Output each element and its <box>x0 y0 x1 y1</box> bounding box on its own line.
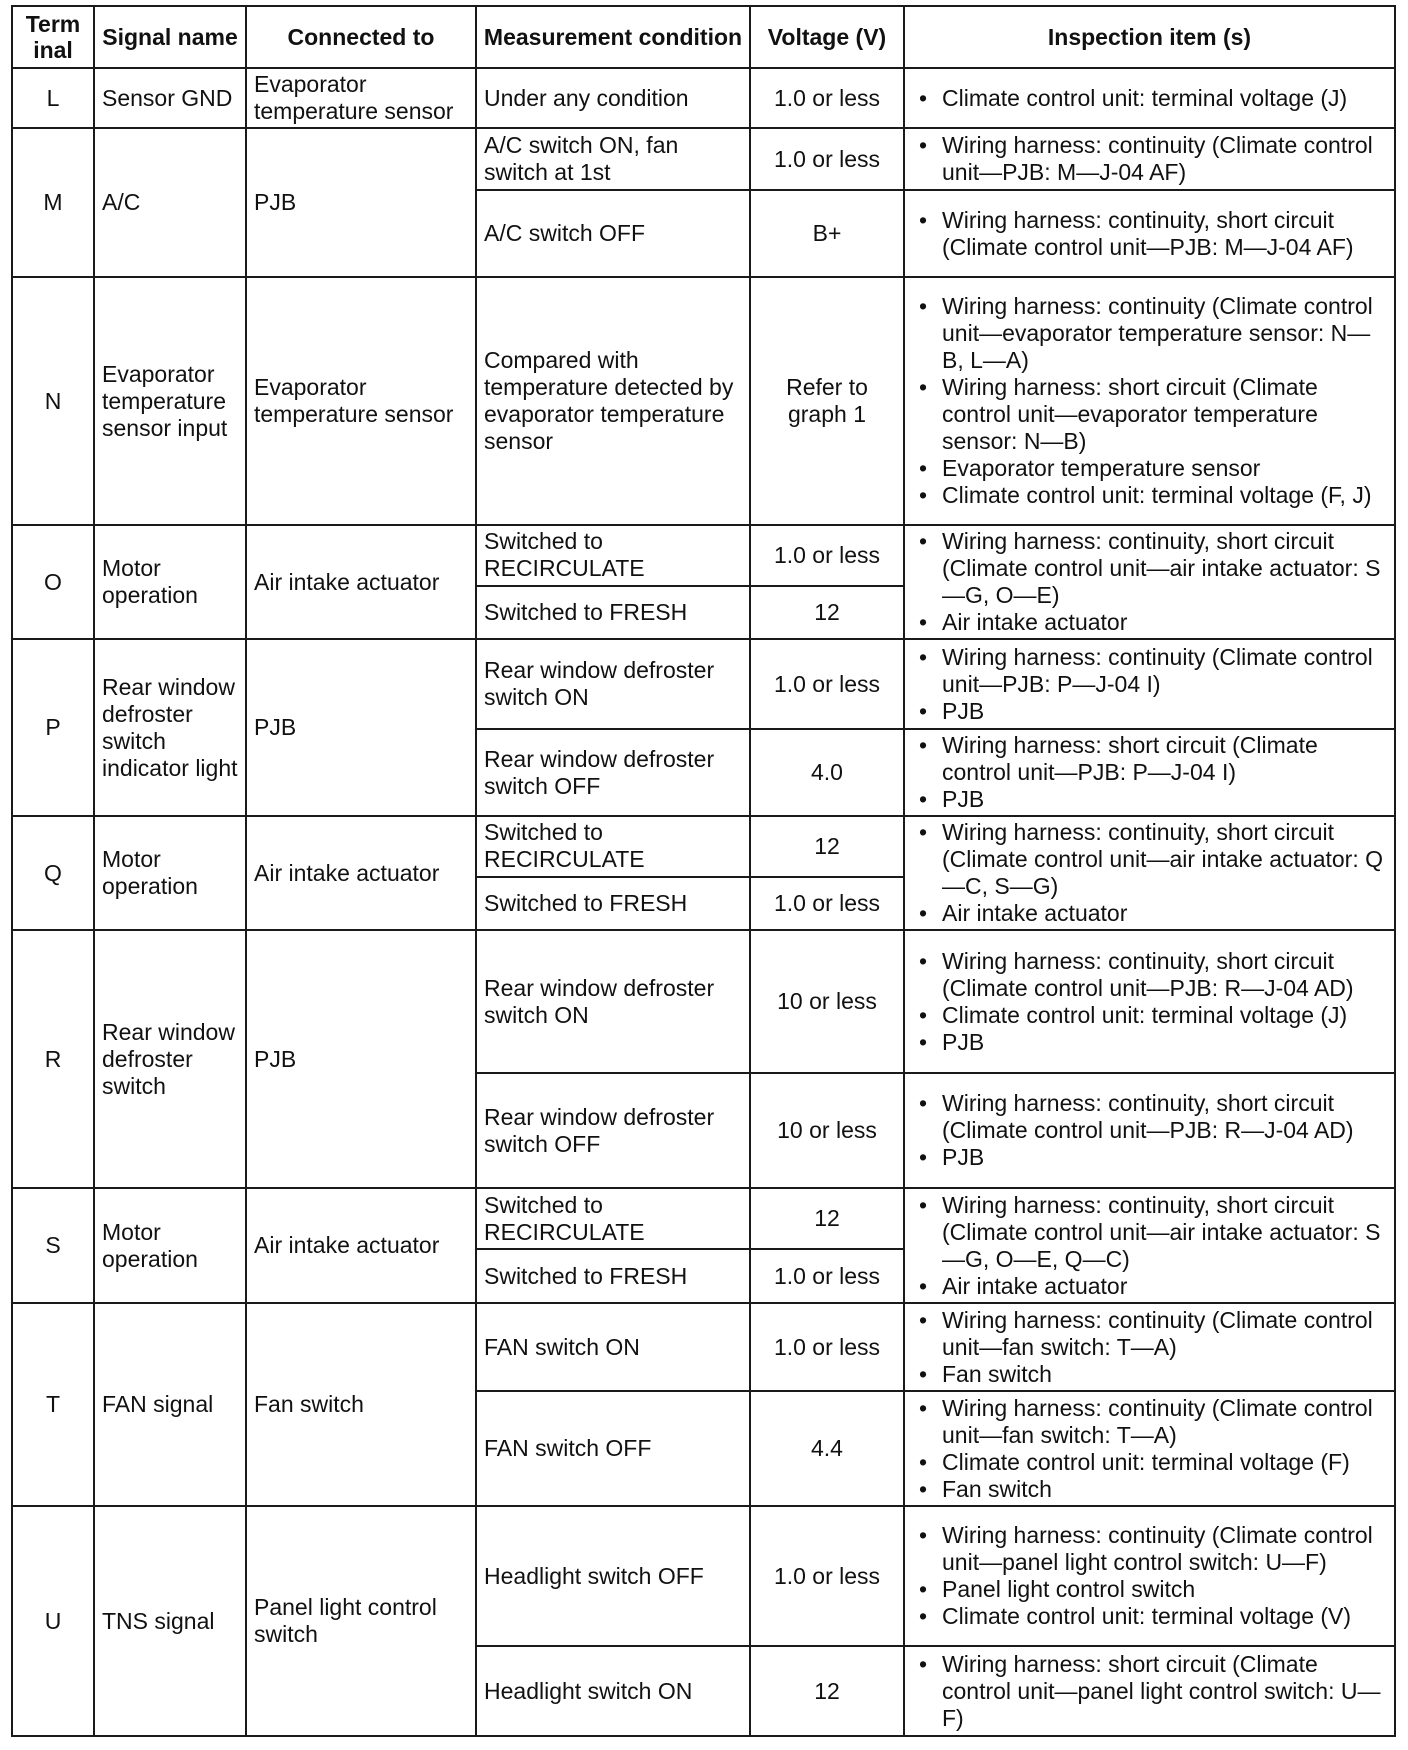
signal-name-cell: TNS signal <box>94 1506 246 1736</box>
inspection-cell <box>904 1506 1395 1646</box>
table-row <box>12 525 1395 586</box>
terminal-cell: U <box>12 1506 94 1736</box>
inspection-item: • Climate control unit: terminal voltage (F) <box>912 1449 1387 1476</box>
inspection-item: • Air intake actuator <box>912 1273 1387 1300</box>
signal-name-cell: Sensor GND <box>94 68 246 128</box>
inspection-item: • Wiring harness: continuity, short circuit (Climate control unit—PJB: R—J-04 AD) <box>912 1090 1387 1144</box>
connected-to-cell: Evaporator temperature sensor <box>246 68 476 128</box>
signal-name-cell: A/C <box>94 128 246 277</box>
voltage-cell: 1.0 or less <box>750 1506 904 1646</box>
inspection-item: • PJB <box>912 786 1387 813</box>
inspection-list <box>912 132 1387 186</box>
signal-name-cell: FAN signal <box>94 1303 246 1506</box>
inspection-cell <box>904 525 1395 639</box>
condition-cell: A/C switch OFF <box>476 190 750 277</box>
terminal-cell: N <box>12 277 94 525</box>
inspection-cell <box>904 729 1395 816</box>
inspection-list <box>912 207 1387 261</box>
inspection-item: • PJB <box>912 1144 1387 1171</box>
voltage-cell: 4.0 <box>750 729 904 816</box>
header-connected-to: Connected to <box>246 6 476 68</box>
inspection-cell <box>904 190 1395 277</box>
header-voltage: Voltage (V) <box>750 6 904 68</box>
inspection-list <box>912 732 1387 813</box>
header-row <box>12 6 1395 68</box>
inspection-list <box>912 644 1387 725</box>
condition-cell: Switched to FRESH <box>476 877 750 930</box>
voltage-cell: 1.0 or less <box>750 68 904 128</box>
inspection-cell <box>904 639 1395 729</box>
inspection-item: • Air intake actuator <box>912 900 1387 927</box>
condition-cell: Switched to RECIRCULATE <box>476 525 750 586</box>
inspection-item: • Climate control unit: terminal voltage (F, J) <box>912 482 1387 509</box>
signal-name-cell: Motor operation <box>94 525 246 639</box>
condition-cell: Switched to FRESH <box>476 586 750 639</box>
voltage-cell: 12 <box>750 586 904 639</box>
condition-cell: Under any condition <box>476 68 750 128</box>
inspection-item: • Wiring harness: short circuit (Climate control unit—evaporator temperature sensor: N—B) <box>912 374 1387 455</box>
inspection-item: • Fan switch <box>912 1361 1387 1388</box>
inspection-list <box>912 1090 1387 1171</box>
inspection-list <box>912 1192 1387 1300</box>
voltage-cell: 1.0 or less <box>750 639 904 729</box>
connected-to-cell: Evaporator temperature sensor <box>246 277 476 525</box>
signal-name-cell: Rear window defroster switch indicator light <box>94 639 246 816</box>
table-row <box>12 639 1395 729</box>
connected-to-cell: Fan switch <box>246 1303 476 1506</box>
signal-name-cell: Motor operation <box>94 816 246 930</box>
inspection-list <box>912 1522 1387 1630</box>
terminal-cell: P <box>12 639 94 816</box>
inspection-item: • Wiring harness: continuity (Climate control unit—fan switch: T—A) <box>912 1395 1387 1449</box>
voltage-cell: 12 <box>750 1188 904 1249</box>
inspection-cell <box>904 1303 1395 1391</box>
connected-to-cell: PJB <box>246 128 476 277</box>
inspection-item: • Climate control unit: terminal voltage (V) <box>912 1603 1387 1630</box>
voltage-cell: 12 <box>750 816 904 877</box>
condition-cell: Rear window defroster switch ON <box>476 639 750 729</box>
inspection-item: • Evaporator temperature sensor <box>912 455 1387 482</box>
inspection-cell <box>904 1391 1395 1506</box>
inspection-item: • Wiring harness: continuity, short circuit (Climate control unit—air intake actuator: S—G, O—E, Q—C) <box>912 1192 1387 1273</box>
inspection-item: • Wiring harness: short circuit (Climate control unit—panel light control switch: U—F) <box>912 1651 1387 1732</box>
connected-to-cell: PJB <box>246 639 476 816</box>
condition-cell: Compared with temperature detected by evaporator temperature sensor <box>476 277 750 525</box>
condition-cell: FAN switch ON <box>476 1303 750 1391</box>
inspection-cell <box>904 1646 1395 1736</box>
inspection-item: • Wiring harness: continuity (Climate control unit—fan switch: T—A) <box>912 1307 1387 1361</box>
inspection-list <box>912 528 1387 636</box>
inspection-list <box>912 1307 1387 1388</box>
condition-cell: A/C switch ON, fan switch at 1st <box>476 128 750 190</box>
inspection-item: • Panel light control switch <box>912 1576 1387 1603</box>
inspection-list <box>912 1395 1387 1503</box>
table-row <box>12 277 1395 525</box>
signal-name-cell: Rear window defroster switch <box>94 930 246 1188</box>
header-measurement-condition: Measurement condition <box>476 6 750 68</box>
inspection-list <box>912 819 1387 927</box>
header-inspection-items: Inspection item (s) <box>904 6 1395 68</box>
voltage-cell: 12 <box>750 1646 904 1736</box>
terminal-cell: L <box>12 68 94 128</box>
table-row <box>12 128 1395 190</box>
connected-to-cell: PJB <box>246 930 476 1188</box>
table-row <box>12 816 1395 877</box>
inspection-item: • Wiring harness: continuity (Climate control unit—panel light control switch: U—F) <box>912 1522 1387 1576</box>
inspection-item: • Climate control unit: terminal voltage (J) <box>912 85 1387 112</box>
inspection-cell <box>904 128 1395 190</box>
inspection-item: • PJB <box>912 698 1387 725</box>
condition-cell: Rear window defroster switch OFF <box>476 729 750 816</box>
inspection-cell <box>904 277 1395 525</box>
condition-cell: Switched to RECIRCULATE <box>476 1188 750 1249</box>
voltage-cell: 1.0 or less <box>750 525 904 586</box>
terminal-cell: O <box>12 525 94 639</box>
connected-to-cell: Air intake actuator <box>246 816 476 930</box>
inspection-item: • Wiring harness: continuity, short circuit (Climate control unit—air intake actuator: Q—C, S—G) <box>912 819 1387 900</box>
condition-cell: Rear window defroster switch ON <box>476 930 750 1073</box>
inspection-cell <box>904 816 1395 930</box>
inspection-item: • Wiring harness: short circuit (Climate control unit—PJB: P—J-04 I) <box>912 732 1387 786</box>
table-row <box>12 930 1395 1073</box>
inspection-item: • Wiring harness: continuity, short circuit (Climate control unit—PJB: M—J-04 AF) <box>912 207 1387 261</box>
voltage-cell: Refer to graph 1 <box>750 277 904 525</box>
inspection-list <box>912 85 1387 112</box>
signal-name-cell: Evaporator temperature sensor input <box>94 277 246 525</box>
voltage-cell: B+ <box>750 190 904 277</box>
inspection-item: • Climate control unit: terminal voltage (J) <box>912 1002 1387 1029</box>
table-row <box>12 68 1395 128</box>
condition-cell: Headlight switch ON <box>476 1646 750 1736</box>
inspection-cell <box>904 68 1395 128</box>
table-row <box>12 1303 1395 1391</box>
voltage-cell: 10 or less <box>750 930 904 1073</box>
condition-cell: Switched to FRESH <box>476 1249 750 1303</box>
inspection-list <box>912 1651 1387 1732</box>
inspection-cell <box>904 930 1395 1073</box>
signal-name-cell: Motor operation <box>94 1188 246 1303</box>
voltage-cell: 10 or less <box>750 1073 904 1188</box>
inspection-item: • Wiring harness: continuity (Climate control unit—PJB: M—J-04 AF) <box>912 132 1387 186</box>
inspection-item: • Wiring harness: continuity (Climate control unit—PJB: P—J-04 I) <box>912 644 1387 698</box>
connected-to-cell: Air intake actuator <box>246 525 476 639</box>
voltage-cell: 1.0 or less <box>750 1303 904 1391</box>
condition-cell: FAN switch OFF <box>476 1391 750 1506</box>
inspection-cell <box>904 1073 1395 1188</box>
header-signal-name: Signal name <box>94 6 246 68</box>
table-row <box>12 1188 1395 1249</box>
condition-cell: Rear window defroster switch OFF <box>476 1073 750 1188</box>
inspection-item: • Air intake actuator <box>912 609 1387 636</box>
condition-cell: Headlight switch OFF <box>476 1506 750 1646</box>
inspection-item: • Wiring harness: continuity (Climate control unit—evaporator temperature sensor: N—B, L—A) <box>912 293 1387 374</box>
terminal-cell: S <box>12 1188 94 1303</box>
terminal-inspection-table <box>11 5 1396 1737</box>
inspection-cell <box>904 1188 1395 1303</box>
inspection-list <box>912 948 1387 1056</box>
inspection-item: • Wiring harness: continuity, short circuit (Climate control unit—PJB: R—J-04 AD) <box>912 948 1387 1002</box>
terminal-cell: M <box>12 128 94 277</box>
inspection-item: • PJB <box>912 1029 1387 1056</box>
table-row <box>12 1506 1395 1646</box>
voltage-cell: 1.0 or less <box>750 877 904 930</box>
voltage-cell: 1.0 or less <box>750 1249 904 1303</box>
inspection-item: • Fan switch <box>912 1476 1387 1503</box>
header-terminal: Term inal <box>12 6 94 68</box>
inspection-item: • Wiring harness: continuity, short circuit (Climate control unit—air intake actuator: S—G, O—E) <box>912 528 1387 609</box>
connected-to-cell: Panel light control switch <box>246 1506 476 1736</box>
terminal-cell: R <box>12 930 94 1188</box>
condition-cell: Switched to RECIRCULATE <box>476 816 750 877</box>
inspection-list <box>912 293 1387 509</box>
voltage-cell: 1.0 or less <box>750 128 904 190</box>
voltage-cell: 4.4 <box>750 1391 904 1506</box>
connected-to-cell: Air intake actuator <box>246 1188 476 1303</box>
terminal-cell: T <box>12 1303 94 1506</box>
terminal-cell: Q <box>12 816 94 930</box>
